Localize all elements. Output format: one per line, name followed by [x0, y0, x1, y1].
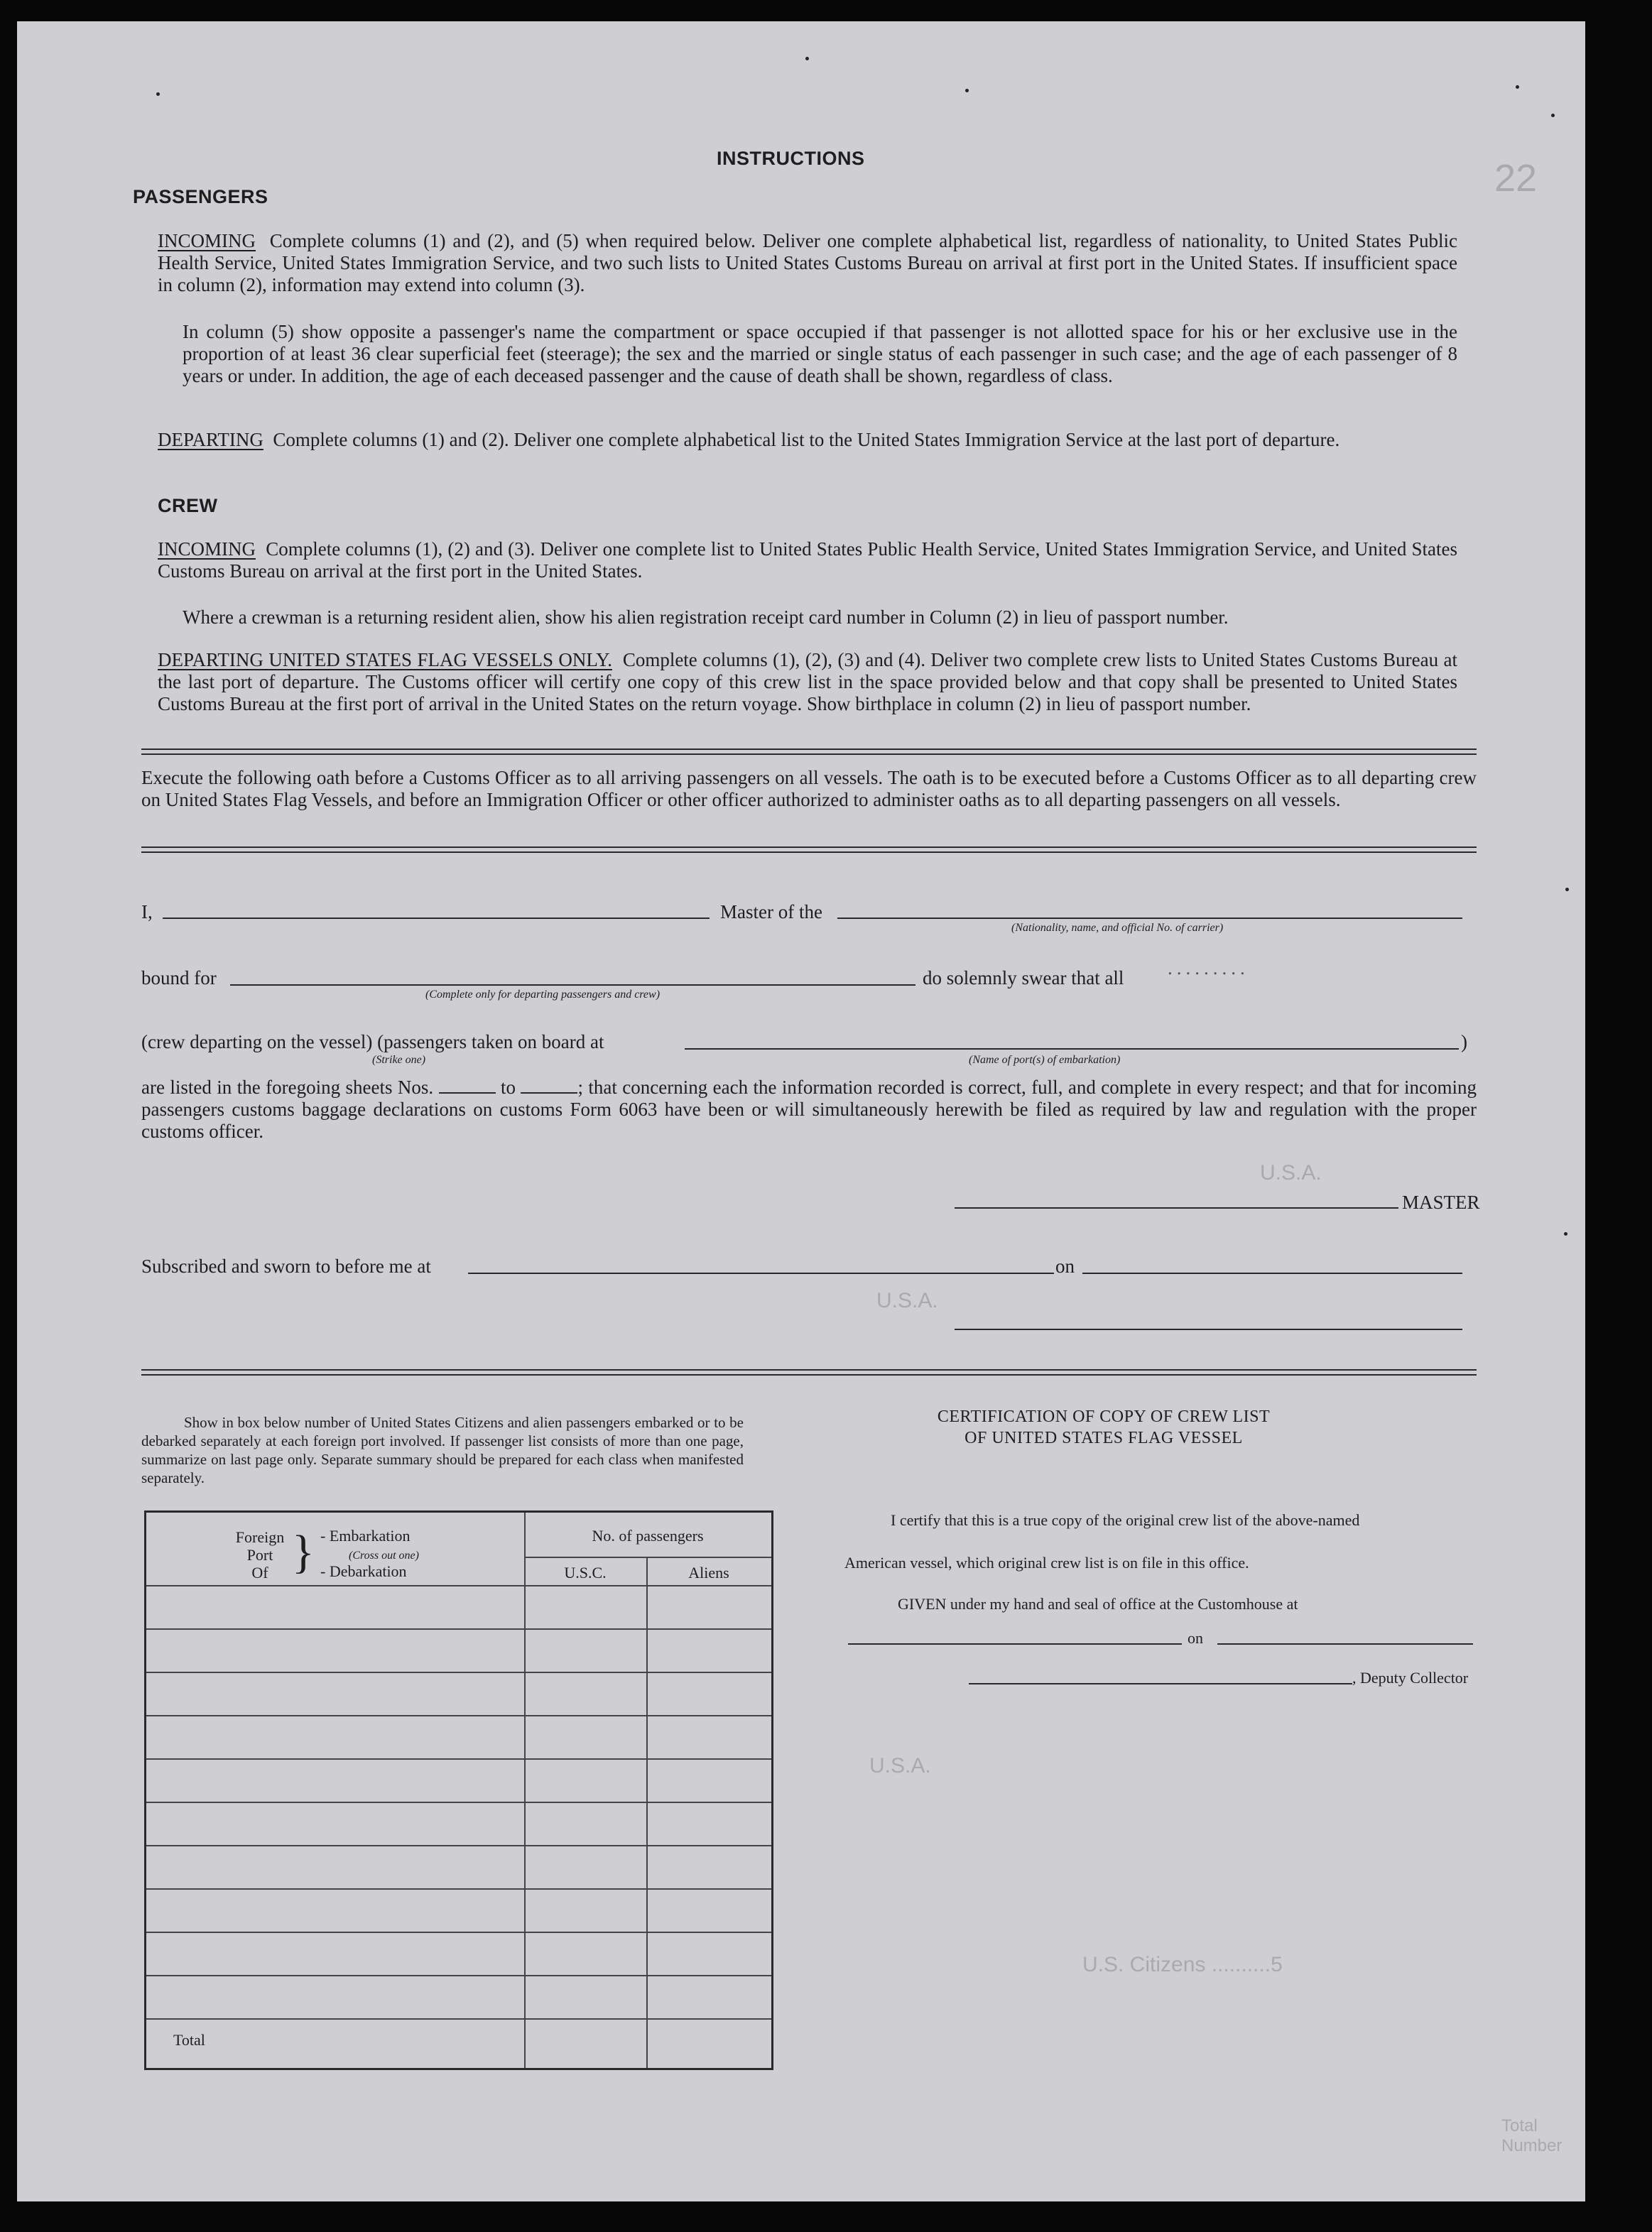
divider: [141, 846, 1477, 853]
port-embarkation-field[interactable]: [685, 1048, 1459, 1050]
port-text: Port: [246, 1546, 273, 1564]
table-row: [146, 1888, 771, 1890]
deputy-collector-label: , Deputy Collector: [1352, 1669, 1469, 1687]
master-name-field[interactable]: [163, 918, 710, 919]
passengers-departing-paragraph: [158, 429, 1457, 451]
passengers-departing-text: Complete columns (1) and (2). Deliver one complete alphabetical list to the United States Immigration Service at the last port of departure.: [273, 429, 1340, 450]
col-divider: [524, 1513, 526, 2068]
brace-glyph: }: [292, 1526, 315, 1578]
dotted-mark: .........: [1168, 957, 1249, 979]
bleed-through-text: U.S.A.: [876, 1289, 938, 1312]
usc-header: U.S.C.: [564, 1564, 607, 1582]
crew-passengers-line: (crew departing on the vessel) (passengers taken on board at: [141, 1031, 604, 1052]
bleed-through-text: Total Number: [1501, 2116, 1563, 2155]
officer-signature-field[interactable]: [955, 1329, 1462, 1330]
departing-us-flag-paragraph: [158, 649, 1457, 715]
close-paren: ): [1461, 1031, 1467, 1052]
table-row: [146, 1975, 771, 1976]
cert-title-line2: OF UNITED STATES FLAG VESSEL: [964, 1429, 1243, 1447]
returning-resident-paragraph: Where a crewman is a returning resident alien, show his alien registration receipt card number in Column (2) in lieu of passport number.: [183, 606, 1229, 628]
bleed-through-text: U.S. Citizens ..........5: [1082, 1953, 1283, 1976]
passengers-incoming-paragraph: [158, 230, 1457, 296]
speck: [965, 89, 969, 92]
table-row: [146, 1758, 771, 1760]
foreign-text: Foreign: [235, 1528, 285, 1546]
oath-intro: Execute the following oath before a Customs Officer as to all arriving passengers on all vessels. The oath is to be executed before a Customs Officer as to all departing crew on United States Flag Vessels, and before an Immigration Officer or other officer authorized to administer oaths as to all departing passengers on all vessels.: [141, 767, 1477, 810]
master-label: MASTER: [1402, 1192, 1480, 1213]
sheets-text-b: ; that concerning each the information recorded is correct, full, and complete in every respect; and that for incoming passengers customs baggage declarations on customs Form 6063 have been or will simultaneously herewith be filed as required by law and regulation with the proper customs officer.: [141, 1077, 1477, 1142]
aliens-header: Aliens: [688, 1564, 729, 1582]
bleed-through-text: U.S.A.: [1260, 1161, 1322, 1185]
embarkation-label: [320, 1527, 419, 1580]
document-page: [17, 21, 1585, 2201]
deputy-collector-signature[interactable]: [969, 1683, 1352, 1684]
column5-paragraph: In column (5) show opposite a passenger's name the compartment or space occupied if that passenger is not allotted space for his or her exclusive use in the proportion of at least 36 clear superficial feet (steerage); the sex and the married or single status of each passenger in such case; and the age of each passenger of 8 years or under. In addition, the age of each deceased passenger and the cause of death shall be shown, regardless of class.: [183, 321, 1457, 386]
subscribed-label: Subscribed and sworn to before me at: [141, 1256, 431, 1277]
customhouse-date-field[interactable]: [1217, 1643, 1473, 1645]
cert-text-1: I certify that this is a true copy of the original crew list of the above-named: [891, 1511, 1360, 1529]
departing-label: DEPARTING: [158, 429, 263, 450]
carrier-field[interactable]: [837, 918, 1462, 919]
departing-us-flag-text: Complete columns (1), (2), (3) and (4). Deliver two complete crew lists to United States Customs Bureau at the last port of departure. The Customs officer will certify one copy of this crew list in the space provided below and that copy shall be presented to United States Customs Bureau at the first port of arrival in the United States on the return voyage. Show birthplace in column (2) in lieu of passport number.: [158, 649, 1458, 714]
bound-for-caption: (Complete only for departing passengers and crew): [425, 989, 661, 1001]
no-passengers-header: No. of passengers: [592, 1527, 704, 1545]
sheets-text-a: are listed in the foregoing sheets Nos.: [141, 1077, 434, 1098]
subscribed-place-field[interactable]: [468, 1273, 1054, 1274]
speck: [805, 57, 809, 60]
foreign-port-label: [224, 1528, 295, 1582]
table-row: [146, 1802, 771, 1803]
departing-us-flag-label: DEPARTING UNITED STATES FLAG VESSELS ONLY.: [158, 649, 612, 670]
carrier-caption: (Nationality, name, and official No. of carrier): [1011, 922, 1224, 934]
sheets-to: to: [501, 1077, 516, 1098]
subheader-line: [524, 1557, 771, 1558]
bound-for: bound for: [141, 967, 217, 989]
total-label: Total: [173, 2031, 205, 2049]
instructions-heading: INSTRUCTIONS: [717, 148, 865, 169]
cert-title-line1: CERTIFICATION OF COPY OF CREW LIST: [937, 1408, 1271, 1426]
customhouse-place-field[interactable]: [848, 1643, 1182, 1645]
crew-heading: CREW: [158, 495, 218, 516]
solemnly-swear: do solemnly swear that all: [923, 967, 1124, 989]
divider: [141, 1369, 1477, 1376]
bound-for-field[interactable]: [230, 984, 915, 986]
passengers-heading: PASSENGERS: [133, 186, 268, 207]
speck: [1564, 1232, 1567, 1236]
col-divider: [646, 1557, 648, 2068]
summary-instructions: Show in box below number of United States Citizens and alien passengers embarked or to be debarked separately at each foreign port involved. If passenger list consists of more than one page, summarize on last page only. Separate summary should be prepared for each class when manifested separately.: [141, 1414, 744, 1486]
sheet-from-field[interactable]: [439, 1092, 496, 1094]
embarkation-text: - Embarkation: [320, 1527, 411, 1545]
cert-on: on: [1188, 1629, 1203, 1647]
table-row: [146, 1715, 771, 1716]
cert-text-3: GIVEN under my hand and seal of office at the Customhouse at: [898, 1595, 1298, 1613]
master-of-the: Master of the: [720, 901, 822, 922]
strike-one-caption: (Strike one): [372, 1054, 426, 1066]
cross-out-caption: (Cross out one): [349, 1550, 419, 1562]
speck: [156, 92, 160, 96]
incoming-label: INCOMING: [158, 230, 256, 251]
cert-text-2: American vessel, which original crew list is on file in this office.: [844, 1554, 1249, 1572]
header-line: [146, 1585, 771, 1586]
table-row: [146, 1672, 771, 1673]
subscribed-date-field[interactable]: [1082, 1273, 1462, 1274]
sheets-paragraph: [141, 1077, 1477, 1143]
speck: [1551, 114, 1555, 117]
table-row: [146, 1932, 771, 1933]
divider: [141, 748, 1477, 755]
crew-incoming-text: Complete columns (1), (2) and (3). Deliver one complete list to United States Public Health Service, United States Immigration Service, and United States Customs Bureau on arrival at the first port in the United States.: [158, 538, 1458, 582]
certification-title: [834, 1406, 1374, 1449]
bleed-through-number: 22: [1494, 157, 1538, 200]
master-signature-field[interactable]: [955, 1207, 1398, 1209]
summary-table: [144, 1510, 773, 2070]
table-row: [146, 2018, 771, 2020]
passengers-incoming-text: Complete columns (1) and (2), and (5) when required below. Deliver one complete alphabetical list, regardless of nationality, to United States Public Health Service, United States Immigration Service, and two such lists to United States Customs Bureau on arrival at first port in the United States. If insufficient space in column (2), information may extend into column (3).: [158, 230, 1457, 295]
sheet-to-field[interactable]: [521, 1092, 577, 1094]
oath-i: I,: [141, 901, 153, 922]
crew-incoming-label: INCOMING: [158, 538, 256, 560]
of-text: Of: [251, 1564, 268, 1582]
speck: [1516, 85, 1519, 89]
debarkation-text: - Debarkation: [320, 1562, 407, 1580]
on-label: on: [1055, 1256, 1075, 1277]
table-row: [146, 1845, 771, 1846]
table-row: [146, 1628, 771, 1630]
bleed-through-text: U.S.A.: [869, 1754, 931, 1778]
port-caption: (Name of port(s) of embarkation): [969, 1054, 1121, 1066]
speck: [1565, 888, 1569, 891]
crew-incoming-paragraph: [158, 538, 1457, 582]
